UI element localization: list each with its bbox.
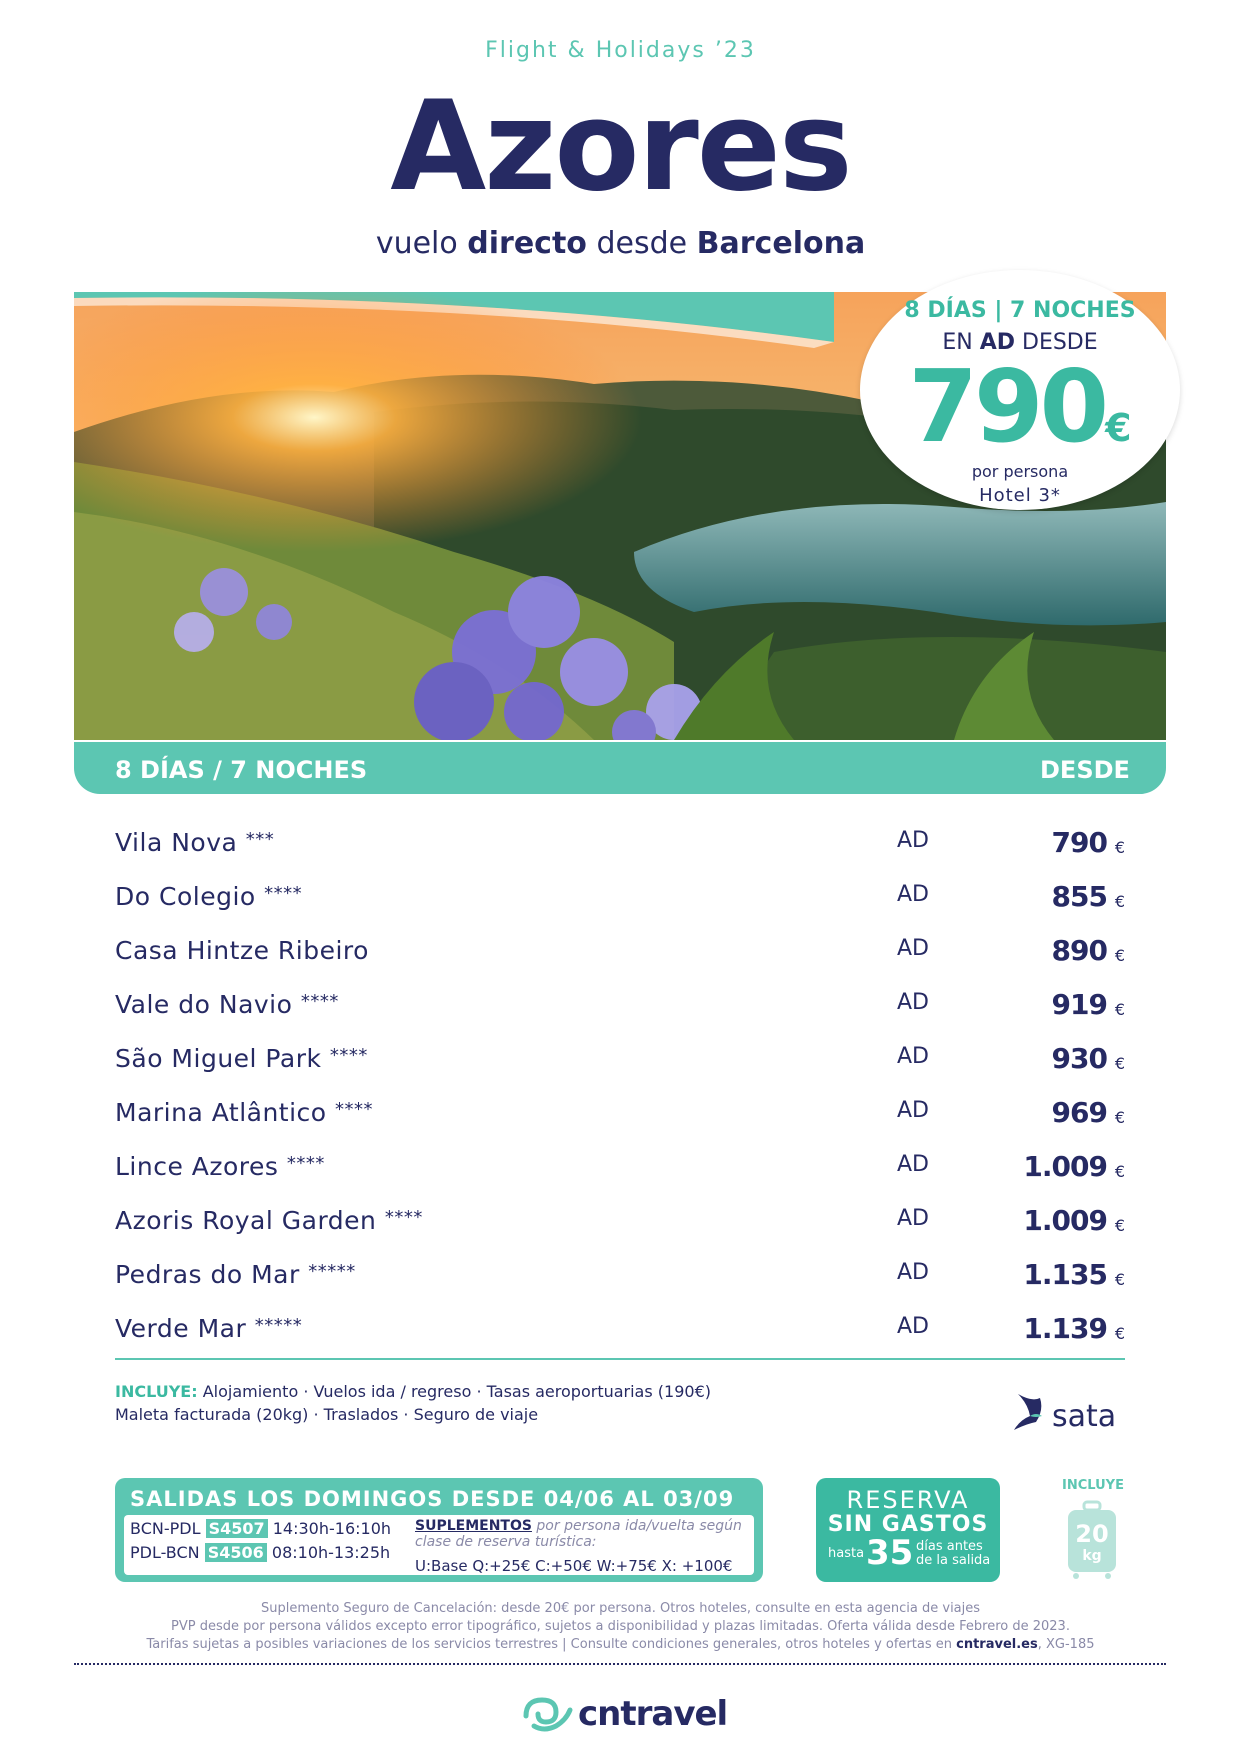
hotel-price: 890 xyxy=(1051,934,1107,967)
hotel-currency: € xyxy=(1114,946,1125,965)
hotel-regime: AD xyxy=(897,990,929,1015)
hotel-regime: AD xyxy=(897,1152,929,1177)
hotel-name: Azoris Royal Garden **** xyxy=(115,1206,423,1235)
hotel-currency: € xyxy=(1114,892,1125,911)
fine-print-line-3: Tarifas sujetas a posibles variaciones de los servicios terrestres | Consulte condiciones generales, otros hoteles y ofertas en cntravel.es, XG-185 xyxy=(146,1637,1095,1652)
departures-title: SALIDAS LOS DOMINGOS DESDE 04/06 AL 03/09 xyxy=(130,1487,735,1511)
hotel-row xyxy=(115,1308,1125,1362)
hotel-regime: AD xyxy=(897,1314,929,1339)
badge-hotel: Hotel 3* xyxy=(979,485,1061,506)
badge-price-currency: € xyxy=(1105,406,1132,450)
brand-wordmark: cntravel xyxy=(578,1694,728,1734)
flight-times: 08:10h-13:25h xyxy=(271,1543,391,1562)
flight-return xyxy=(130,1543,390,1562)
hotel-row xyxy=(115,1092,1125,1146)
flight-number: S4506 xyxy=(205,1543,267,1562)
hotel-price: 855 xyxy=(1051,880,1107,913)
badge-duration: 8 DÍAS | 7 NOCHES xyxy=(904,298,1136,323)
hotel-price: 1.009 xyxy=(1023,1204,1107,1237)
hotel-stars: **** xyxy=(329,1045,368,1066)
hotel-currency: € xyxy=(1114,1108,1125,1127)
hotel-row xyxy=(115,1254,1125,1308)
band-from: DESDE xyxy=(1040,756,1130,784)
badge-regime: AD xyxy=(979,330,1015,355)
hotel-regime: AD xyxy=(897,828,929,853)
hotel-regime: AD xyxy=(897,936,929,961)
hotel-name: Marina Atlântico **** xyxy=(115,1098,374,1127)
hotel-regime: AD xyxy=(897,1044,929,1069)
hotel-price-list xyxy=(115,822,1125,1362)
hotel-row xyxy=(115,876,1125,930)
supplements-values: U:Base Q:+25€ C:+50€ W:+75€ X: +100€ xyxy=(415,1557,733,1575)
hotel-price: 1.009 xyxy=(1023,1150,1107,1183)
includes-line-1: Alojamiento · Vuelos ida / regreso · Tasas aeroportuarias (190€) xyxy=(202,1382,711,1401)
sata-wordmark: sata xyxy=(1052,1399,1117,1434)
includes-line-2: Maleta facturada (20kg) · Traslados · Seguro de viaje xyxy=(115,1405,539,1424)
hotel-row xyxy=(115,1146,1125,1200)
tagline: Flight & Holidays ’23 xyxy=(485,38,756,63)
flight-number: S4507 xyxy=(206,1519,268,1538)
hotel-stars: ***** xyxy=(308,1261,356,1282)
hotel-currency: € xyxy=(1114,1270,1125,1289)
hotel-regime: AD xyxy=(897,1206,929,1231)
hotel-price: 1.139 xyxy=(1023,1312,1107,1345)
hotel-name: São Miguel Park **** xyxy=(115,1044,368,1073)
hotel-currency: € xyxy=(1114,1324,1125,1343)
supplements-note xyxy=(415,1518,755,1550)
booking-until: hasta xyxy=(828,1546,865,1561)
hotel-stars: **** xyxy=(286,1153,325,1174)
luggage-unit: kg xyxy=(1082,1548,1102,1564)
hotel-price: 969 xyxy=(1051,1096,1107,1129)
flight-route: PDL-BCN xyxy=(130,1543,200,1562)
hotel-name: Do Colegio **** xyxy=(115,882,303,911)
includes-block xyxy=(115,1380,815,1426)
hotel-stars: **** xyxy=(300,991,339,1012)
hotel-price: 790 xyxy=(1051,826,1107,859)
hotel-row xyxy=(115,1038,1125,1092)
includes-label: INCLUYE: xyxy=(115,1382,198,1401)
subtitle xyxy=(0,226,1241,261)
fine-print-line-1: Suplemento Seguro de Cancelación: desde 20€ por persona. Otros hoteles, consulte en esta agencia de viajes xyxy=(260,1601,981,1616)
website-link[interactable]: cntravel.es xyxy=(956,1637,1038,1652)
fine-print-line-2: PVP desde por persona válidos excepto error tipográfico, sujetos a disponibilidad y plazas limitadas. Oferta válida desde Febrero de 2023. xyxy=(171,1619,1070,1634)
sata-logo xyxy=(1010,1386,1130,1436)
hotel-name: Pedras do Mar ***** xyxy=(115,1260,356,1289)
badge-price-value: 790 xyxy=(908,348,1106,465)
hotel-price: 919 xyxy=(1051,988,1107,1021)
flight-outbound xyxy=(130,1519,391,1538)
booking-line-2: SIN GASTOS xyxy=(827,1512,989,1537)
badge-regime-suffix: DESDE xyxy=(1022,330,1098,355)
fine-print xyxy=(0,1600,1241,1654)
badge-regime-prefix: EN xyxy=(942,330,973,355)
hotel-name: Lince Azores **** xyxy=(115,1152,325,1181)
page-title: Azores xyxy=(390,75,851,219)
badge-per-person: por persona xyxy=(971,462,1069,481)
hotel-name: Verde Mar ***** xyxy=(115,1314,303,1343)
subtitle-word-4: Barcelona xyxy=(696,226,866,261)
supplements-description: por persona ida/vuelta según clase de reserva turística: xyxy=(415,1518,742,1550)
luggage-label: INCLUYE xyxy=(1062,1478,1124,1493)
divider xyxy=(115,1358,1125,1360)
hotel-name: Vale do Navio **** xyxy=(115,990,339,1019)
luggage-weight: 20 xyxy=(1075,1520,1109,1548)
subtitle-word-1: vuelo xyxy=(375,226,458,261)
hotel-row xyxy=(115,984,1125,1038)
booking-line-1: RESERVA xyxy=(846,1486,970,1514)
hotel-regime: AD xyxy=(897,882,929,907)
subtitle-word-3: desde xyxy=(596,226,688,261)
hotel-price: 1.135 xyxy=(1023,1258,1107,1291)
hotel-stars: *** xyxy=(245,829,275,850)
dotted-divider xyxy=(74,1663,1166,1665)
cntravel-wave-icon xyxy=(526,1700,556,1722)
hotel-price: 930 xyxy=(1051,1042,1107,1075)
hotel-row xyxy=(115,822,1125,876)
flight-route: BCN-PDL xyxy=(130,1519,201,1538)
hotel-stars: **** xyxy=(335,1099,374,1120)
booking-days: 35 xyxy=(866,1533,914,1573)
hotel-stars: **** xyxy=(264,883,303,904)
flight-times: 14:30h-16:10h xyxy=(272,1519,392,1538)
supplements-label: SUPLEMENTOS xyxy=(415,1518,532,1534)
subtitle-word-2: directo xyxy=(467,226,587,261)
booking-days-text: días antes de la salida xyxy=(916,1539,991,1568)
hotel-stars: **** xyxy=(384,1207,423,1228)
hotel-currency: € xyxy=(1114,1162,1125,1181)
hotel-regime: AD xyxy=(897,1260,929,1285)
hotel-stars: ***** xyxy=(254,1315,303,1336)
hotel-currency: € xyxy=(1114,1000,1125,1019)
sata-bird-icon xyxy=(1014,1394,1041,1430)
hotel-currency: € xyxy=(1114,1216,1125,1235)
hotel-regime: AD xyxy=(897,1098,929,1123)
hotel-row xyxy=(115,930,1125,984)
hotel-currency: € xyxy=(1114,1054,1125,1073)
hotel-name: Casa Hintze Ribeiro xyxy=(115,936,369,965)
hotel-row xyxy=(115,1200,1125,1254)
band-duration: 8 DÍAS / 7 NOCHES xyxy=(115,756,368,784)
hotel-name: Vila Nova *** xyxy=(115,828,275,857)
hotel-currency: € xyxy=(1114,838,1125,857)
